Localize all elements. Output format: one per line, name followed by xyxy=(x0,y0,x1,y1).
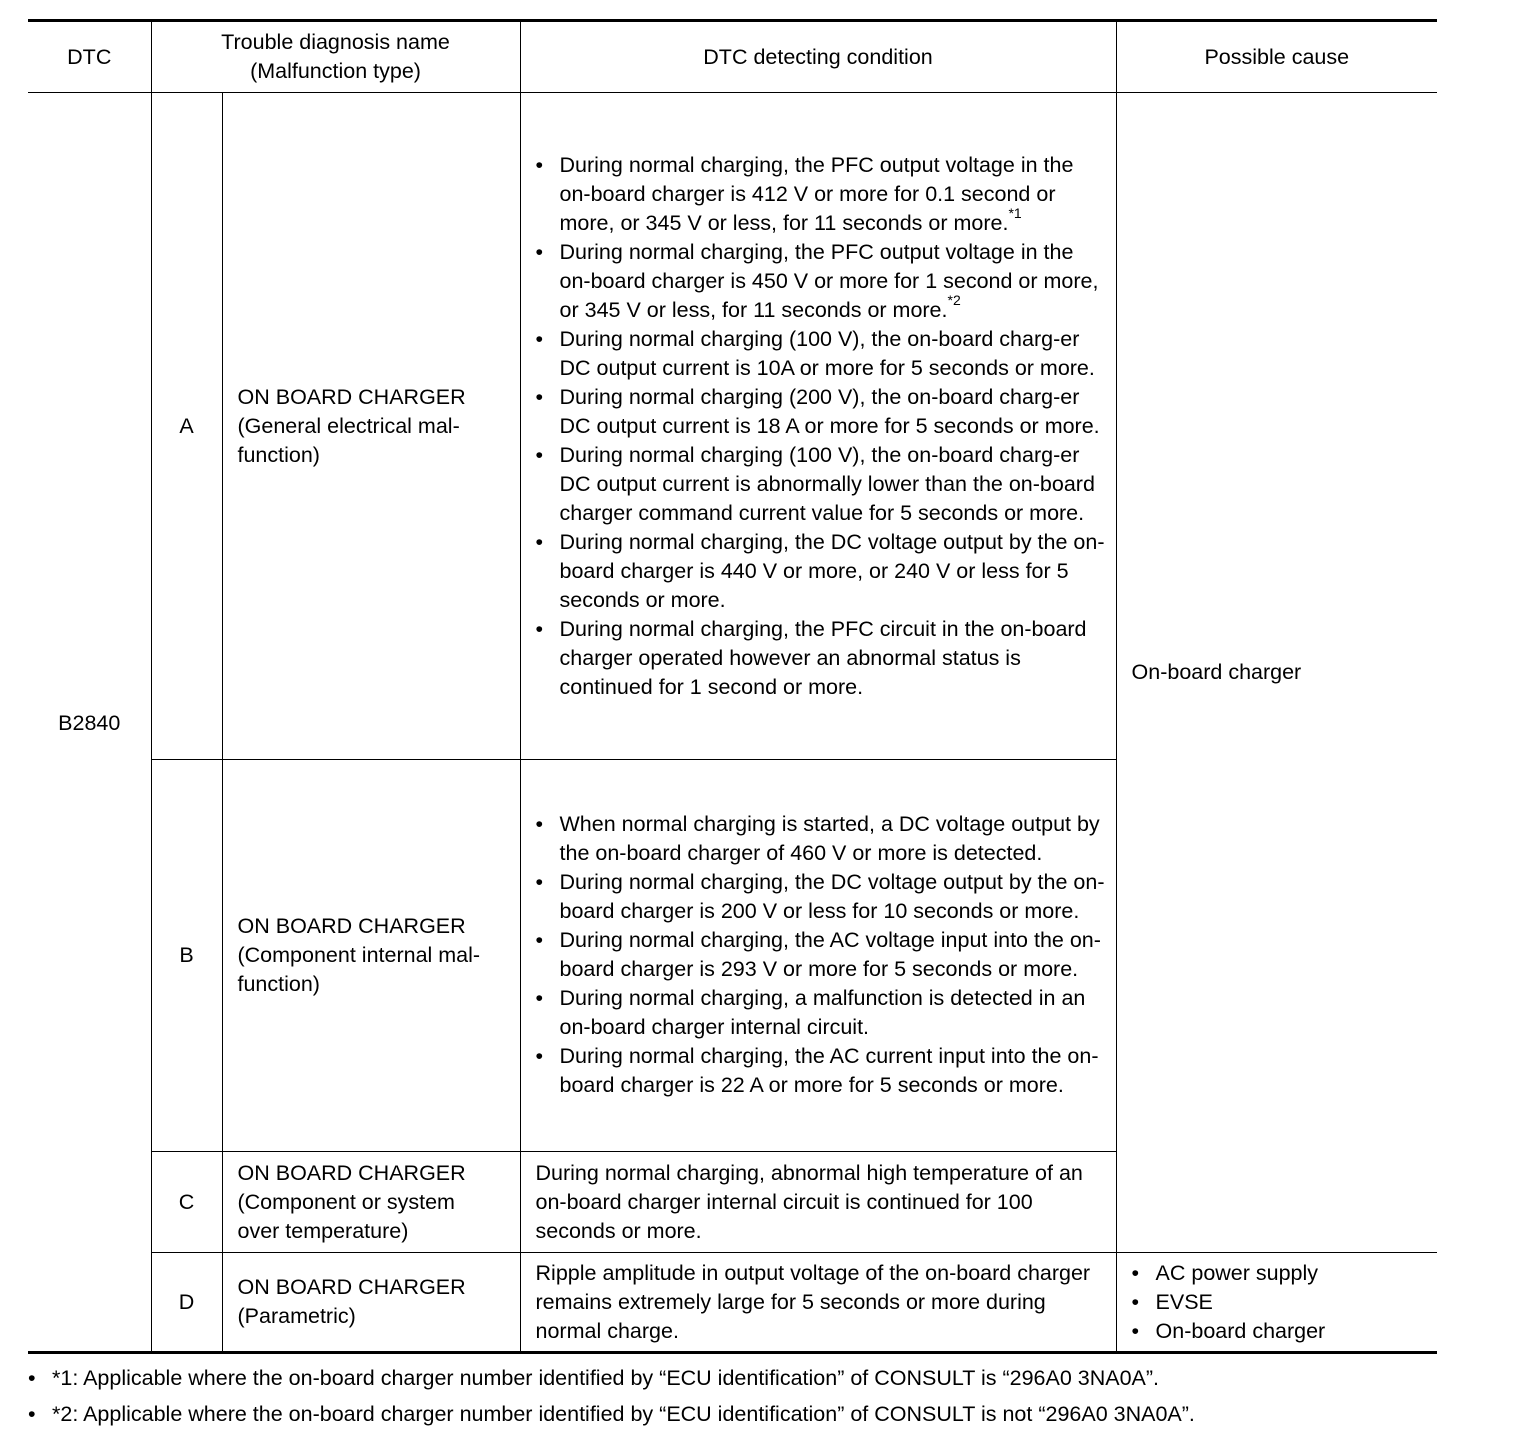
list-item: • During normal charging, the PFC output voltage in the on-board charger is 412 V or more for 0.1 second or more, or 345 V or less, for 11 seconds or more.$^{*1}$ xyxy=(536,151,1108,238)
row-c-name-line2: (Component or system xyxy=(237,1189,455,1214)
list-item: • When normal charging is started, a DC voltage output by the on-board charger of 460 V or more is detected. xyxy=(536,810,1108,868)
list-item: • On-board charger xyxy=(1132,1317,1438,1346)
header-name-line1: Trouble diagnosis name xyxy=(221,30,450,54)
table-header-row xyxy=(28,21,1437,93)
row-d-condition-cell xyxy=(520,1253,1116,1353)
list-item: • During normal charging, the PFC output voltage in the on-board charger is 450 V or more for 1 second or more, or 345 V or less, for 11 seconds or more.$^{*2}$ xyxy=(536,238,1108,325)
row-b-name-cell xyxy=(222,760,520,1152)
header-detecting-condition: DTC detecting condition xyxy=(520,21,1116,93)
dtc-document xyxy=(28,19,1437,1432)
row-d-condition: Ripple amplitude in output voltage of the on-board charger remains extremely large for 5 seconds or more during normal charge. xyxy=(535,1260,1091,1343)
footnotes xyxy=(28,1360,1437,1432)
dtc-code: B2840 xyxy=(58,710,121,735)
footnote-2: • *2: Applicable where the on-board charger number identified by “ECU identification” of CONSULT is not “296A0 3NA0A”. xyxy=(28,1396,1437,1432)
row-c-name-line3: over temperature) xyxy=(237,1218,409,1243)
row-c-name-cell xyxy=(222,1152,520,1253)
row-d-letter: D xyxy=(151,1253,222,1353)
dtc-table xyxy=(28,19,1437,1354)
row-b-letter: B xyxy=(151,760,222,1152)
row-b-name-line3: function) xyxy=(237,972,320,996)
row-d-name-line2: (Parametric) xyxy=(237,1304,356,1328)
table-row-d xyxy=(28,1253,1437,1353)
list-item: • During normal charging, the AC current input into the on-board charger is 22 A or more for 5 seconds or more. xyxy=(536,1042,1108,1100)
header-dtc: DTC xyxy=(28,21,151,93)
row-c-condition-cell xyxy=(520,1152,1116,1253)
row-a-letter: A xyxy=(151,93,222,760)
list-item: • During normal charging, the DC voltage output by the on-board charger is 440 V or more, or 240 V or less for 5 seconds or more. xyxy=(536,528,1108,615)
row-a-conditions-cell xyxy=(520,93,1116,760)
header-possible-cause: Possible cause xyxy=(1116,21,1437,93)
row-a-name-line1: ON BOARD CHARGER xyxy=(237,384,466,409)
list-item: • EVSE xyxy=(1132,1288,1438,1317)
row-d-name-line1: ON BOARD CHARGER xyxy=(237,1275,466,1299)
row-a-conditions-list xyxy=(536,151,1108,702)
dtc-code-cell xyxy=(28,93,151,1353)
row-d-name-cell xyxy=(222,1253,520,1353)
row-b-conditions-cell xyxy=(520,760,1116,1152)
header-name-line2: (Malfunction type) xyxy=(250,59,421,83)
row-a-name-line2: (General electrical mal- xyxy=(237,413,460,438)
list-item: • During normal charging (100 V), the on-board charg-er DC output current is 10A or more for 5 seconds or more. xyxy=(536,325,1108,383)
list-item: • AC power supply xyxy=(1132,1259,1438,1288)
list-item: • During normal charging, a malfunction is detected in an on-board charger internal circuit. xyxy=(536,984,1108,1042)
footnote-1: • *1: Applicable where the on-board charger number identified by “ECU identification” of CONSULT is “296A0 3NA0A”. xyxy=(28,1360,1437,1396)
shared-cause-cell xyxy=(1116,93,1437,1253)
table-row-a xyxy=(28,93,1437,760)
row-a-name-line3: function) xyxy=(237,442,320,467)
header-trouble-diagnosis-name xyxy=(151,21,520,93)
row-b-name-line1: ON BOARD CHARGER xyxy=(237,914,466,938)
list-item: • During normal charging, the DC voltage output by the on-board charger is 200 V or less for 10 seconds or more. xyxy=(536,868,1108,926)
list-item: • During normal charging, the PFC circuit in the on-board charger operated however an abnormal status is continued for 1 second or more. xyxy=(536,615,1108,702)
row-c-name-line1: ON BOARD CHARGER xyxy=(237,1160,466,1185)
row-b-conditions-list xyxy=(536,810,1108,1100)
row-c-condition: During normal charging, abnormal high temperature of an on-board charger internal circuit is continued for 100 seconds or more. xyxy=(535,1160,1083,1243)
shared-cause: On-board charger xyxy=(1131,660,1302,684)
list-item: • During normal charging, the AC voltage input into the on-board charger is 293 V or more for 5 seconds or more. xyxy=(536,926,1108,984)
row-b-name-line2: (Component internal mal- xyxy=(237,943,481,967)
row-d-cause-cell xyxy=(1116,1253,1437,1353)
row-d-cause-list xyxy=(1132,1259,1438,1346)
list-item: • During normal charging (100 V), the on-board charg-er DC output current is abnormally lower than the on-board charger command current value for 5 seconds or more. xyxy=(536,441,1108,528)
list-item: • During normal charging (200 V), the on-board charg-er DC output current is 18 A or more for 5 seconds or more. xyxy=(536,383,1108,441)
row-a-name-cell xyxy=(222,93,520,760)
row-c-letter: C xyxy=(151,1152,222,1253)
